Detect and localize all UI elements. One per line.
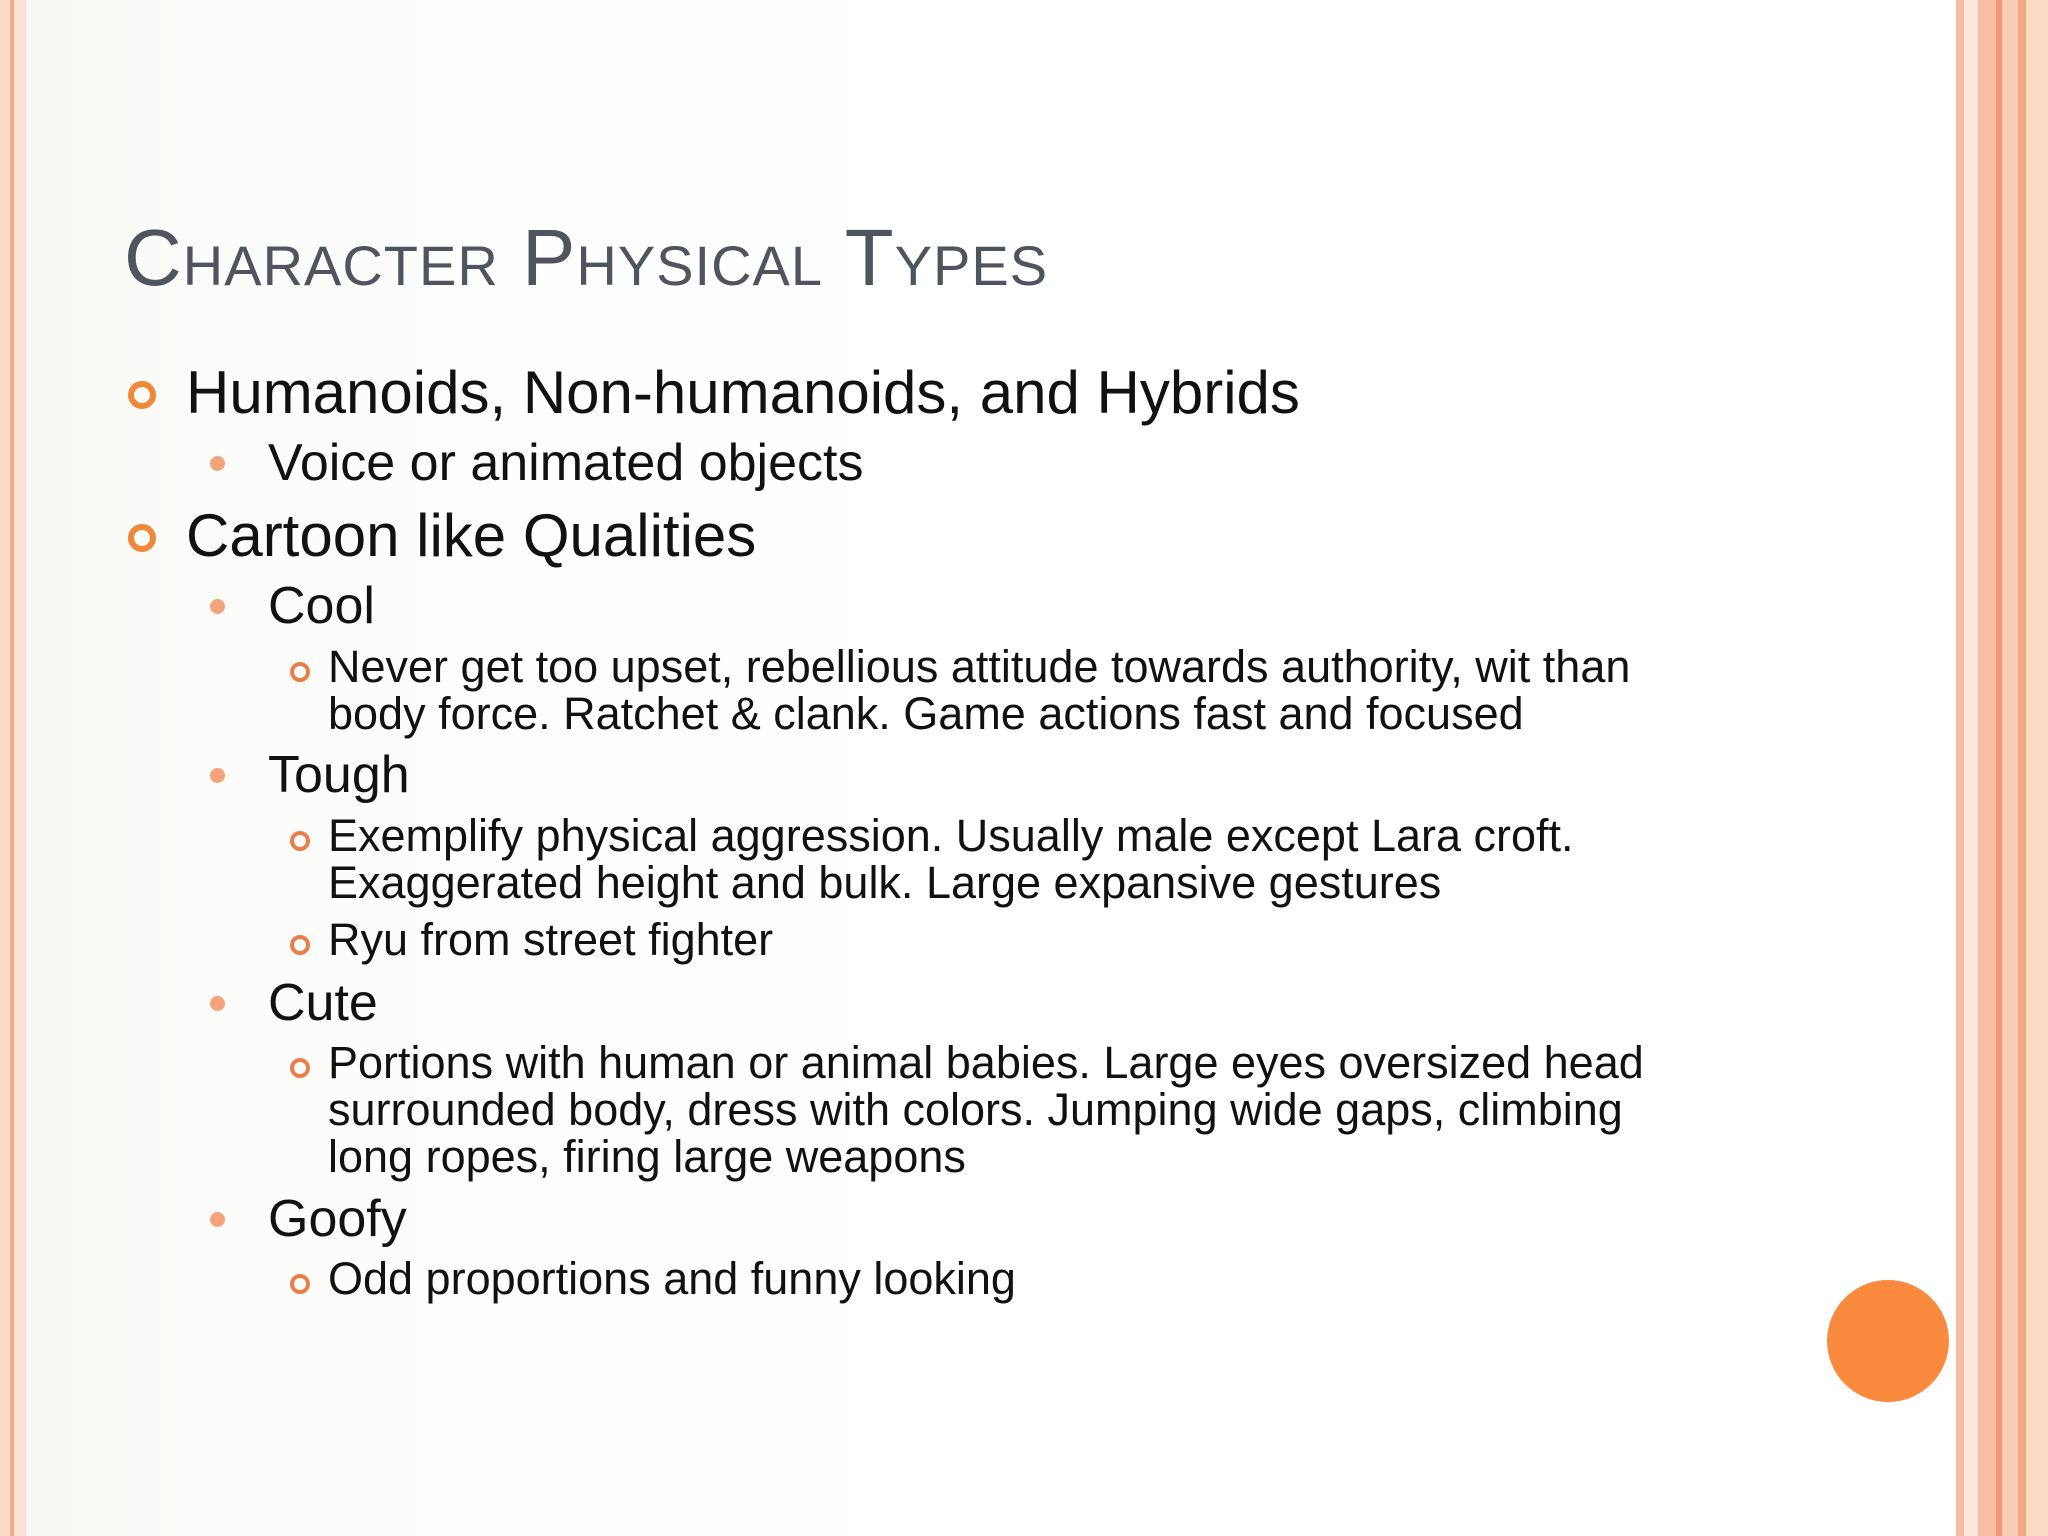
bullet-humanoids: Humanoids, Non-humanoids, and Hybrids [186,359,1300,426]
peach-dot-bullet-icon [210,768,225,783]
peach-dot-bullet-icon [210,456,225,471]
bullet-cartoon: Cartoon like Qualities [186,502,757,569]
tough-description-line: Exaggerated height and bulk. Large expansive gestures [328,857,1442,908]
bullet-voice: Voice or animated objects [268,434,864,492]
right-border-stripe [1964,0,1978,1536]
tough-description-line: Exemplify physical aggression. Usually male except Lara croft. [328,810,1574,861]
small-orange-ring-bullet-icon [290,831,310,851]
left-border-stripe [0,0,10,1536]
right-border-stripe [2026,0,2048,1536]
peach-dot-bullet-icon [210,996,225,1011]
right-border-stripe [1978,0,1996,1536]
right-border-stripe [1956,0,1964,1536]
small-orange-ring-bullet-icon [290,1058,310,1078]
small-orange-ring-bullet-icon [290,935,310,955]
cool-description-line: Never get too upset, rebellious attitude towards authority, wit than [328,641,1631,692]
small-orange-ring-bullet-icon [290,662,310,682]
right-border-stripe [2018,0,2026,1536]
peach-dot-bullet-icon [210,599,225,614]
cute-description-line: surrounded body, dress with colors. Jumping wide gaps, climbing [328,1084,1623,1135]
peach-dot-bullet-icon [210,1212,225,1227]
cute-description-line: long ropes, firing large weapons [328,1131,966,1182]
cool-description-line: body force. Ratchet & clank. Game actions fast and focused [328,688,1524,739]
orange-circle-icon [1827,1280,1949,1402]
bullet-goofy: Goofy [268,1190,407,1248]
tough-example: Ryu from street fighter [328,914,774,965]
cute-description-line: Portions with human or animal babies. Large eyes oversized head [328,1037,1644,1088]
left-border-stripe [14,0,26,1536]
bullet-cute: Cute [268,974,378,1032]
right-border-stripe [2002,0,2018,1536]
bullet-tough: Tough [268,746,410,804]
bullet-cool: Cool [268,577,375,635]
small-orange-ring-bullet-icon [290,1274,310,1294]
slide-title: Character Physical Types [124,213,1049,302]
goofy-description: Odd proportions and funny looking [328,1253,1016,1304]
orange-ring-bullet-icon [128,524,156,552]
orange-ring-bullet-icon [128,381,156,409]
